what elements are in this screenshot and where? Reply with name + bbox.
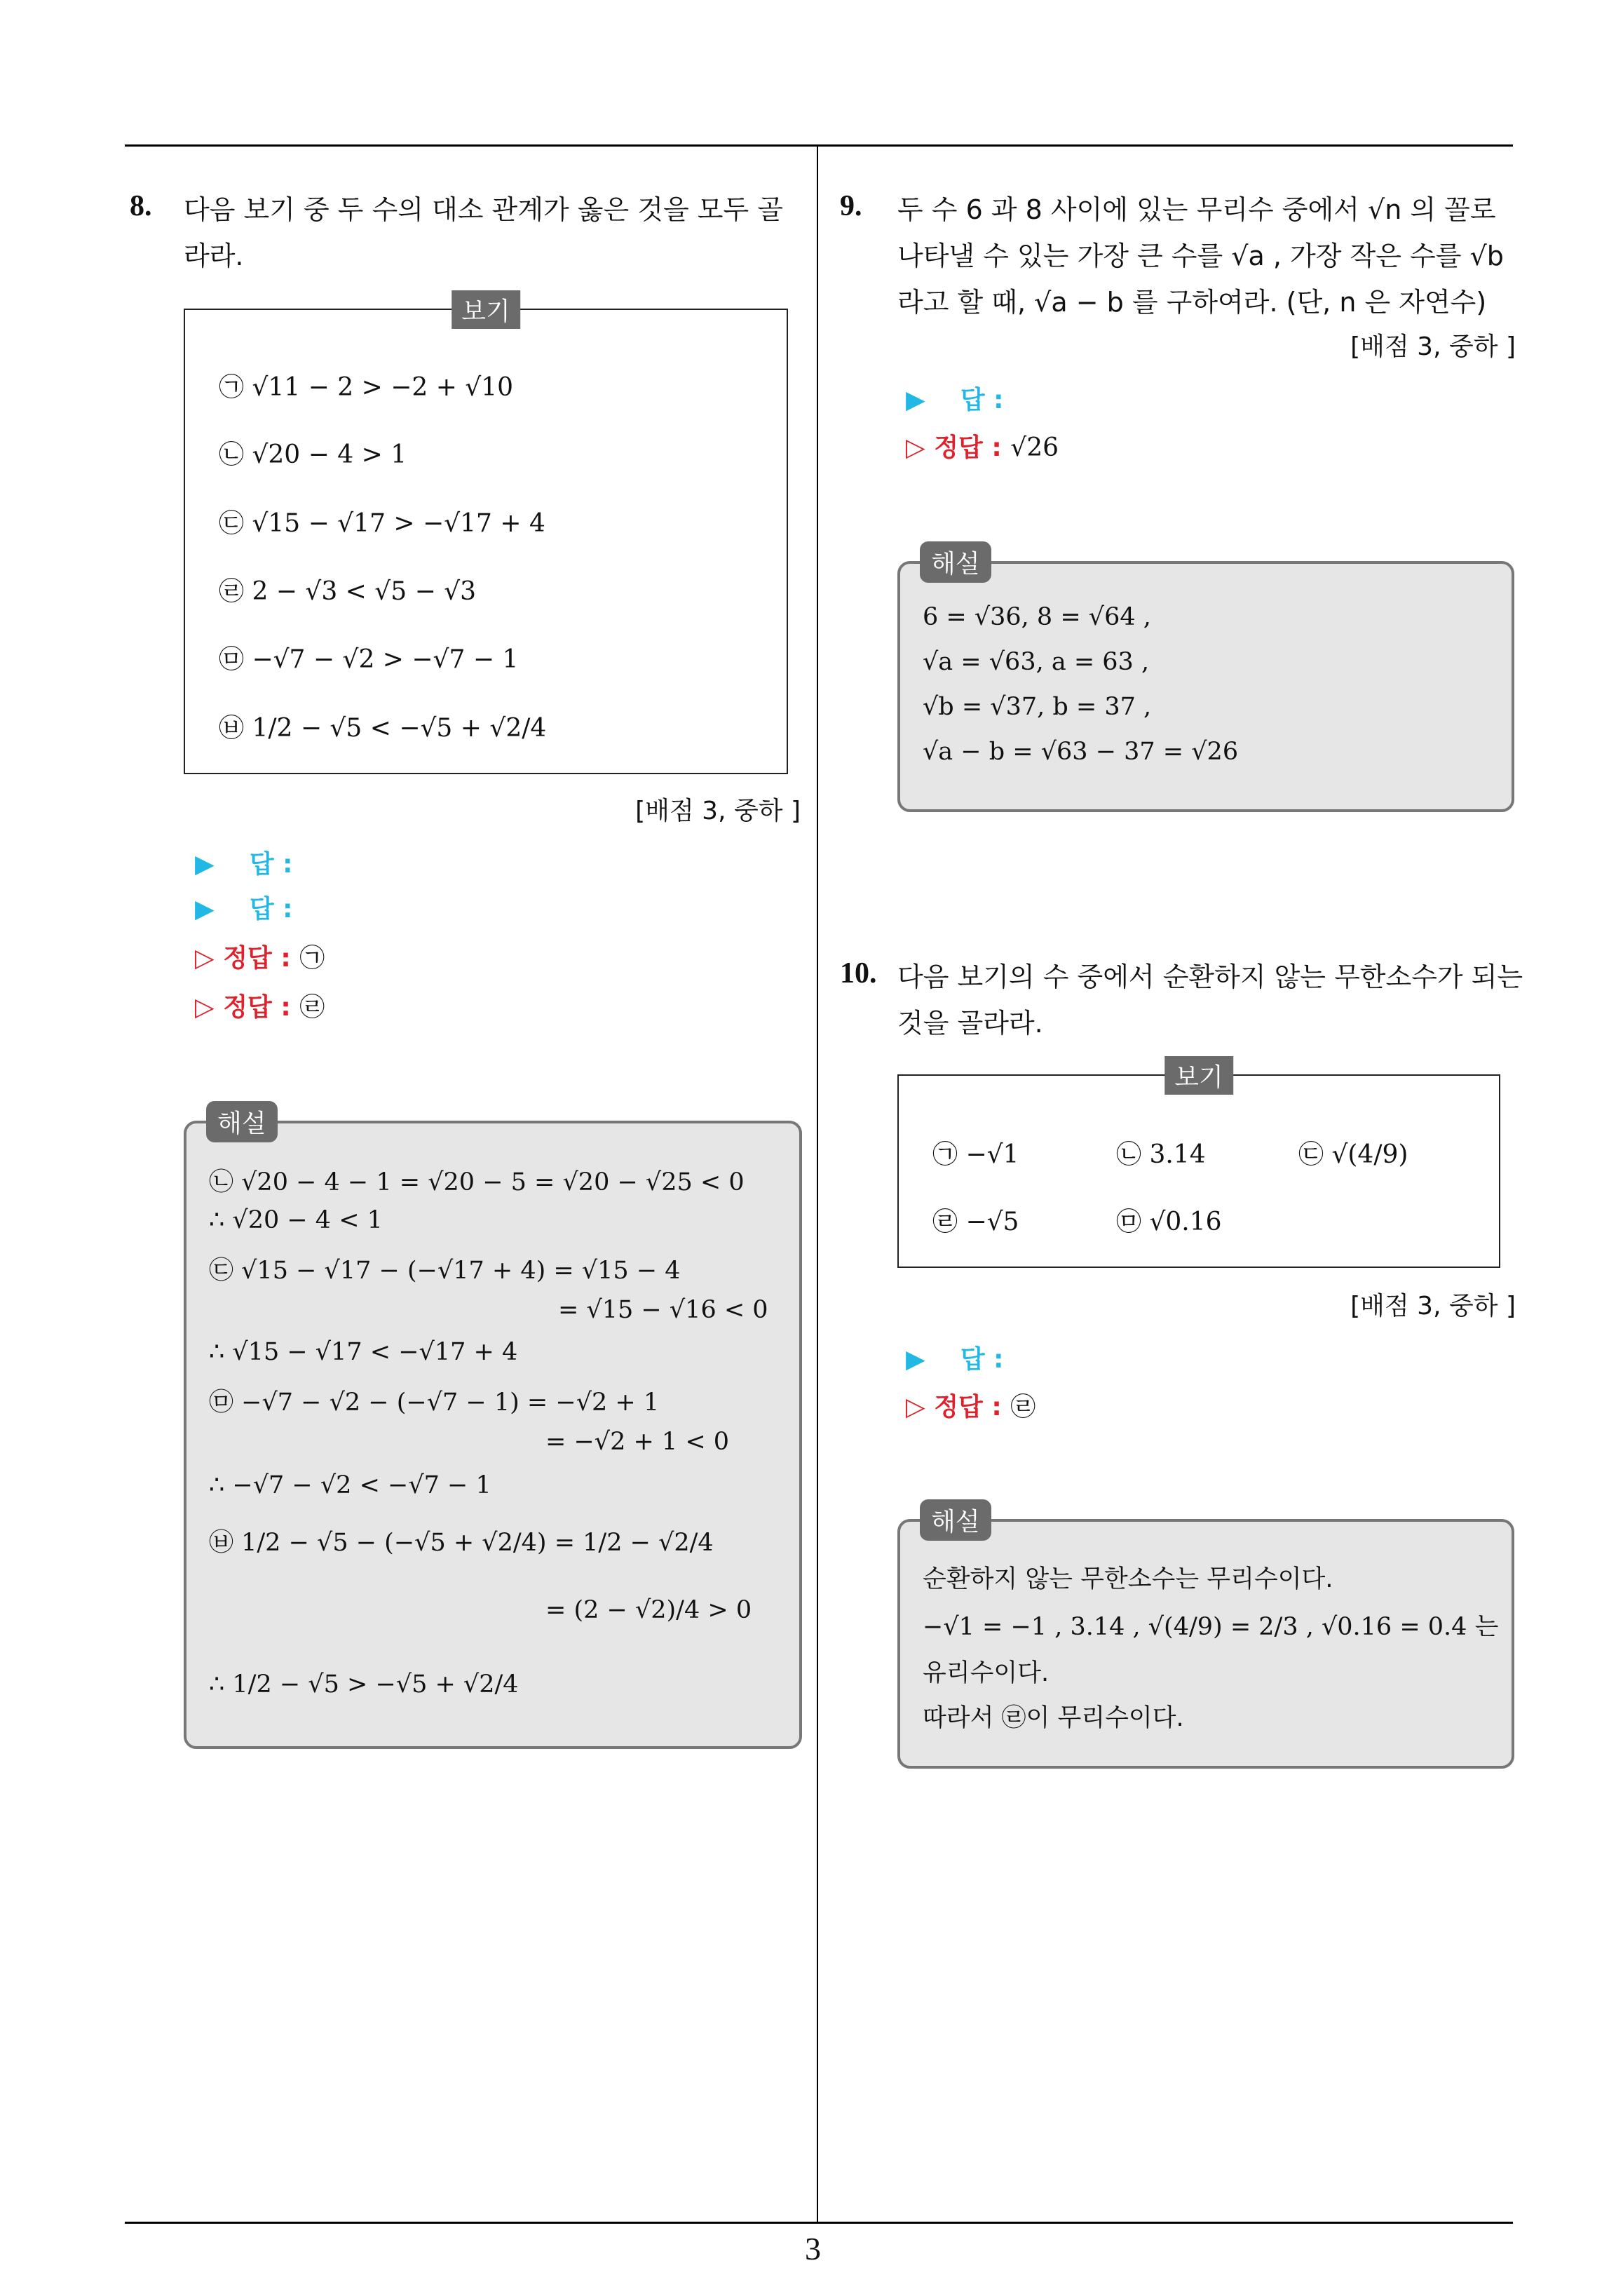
solution-line: −√1 = −1 , 3.14 , √(4/9) = 2/3 , √0.16 = 0.4 는 [923, 1613, 1499, 1641]
outline-play-icon: ▷ [906, 433, 925, 462]
score-meta: [배점 3, 중하 ] [635, 797, 801, 825]
bogi-item: ㉣ −√5 [932, 1208, 1019, 1236]
question-number: 10. [840, 957, 877, 990]
answer-label: 답 : [960, 386, 1004, 414]
solution-line: ㉥ 1/2 − √5 − (−√5 + √2/4) = 1/2 − √2/4 [209, 1529, 714, 1557]
bottom-rule [125, 2222, 1513, 2224]
question-number: 8. [130, 190, 152, 222]
answer-line [195, 889, 293, 925]
bogi-box [897, 1063, 1500, 1268]
solution-line: ㉤ −√7 − √2 − (−√7 − 1) = −√2 + 1 [209, 1389, 660, 1417]
solution-line: 유리수이다. [923, 1659, 1050, 1687]
solution-line: ∴ √15 − √17 < −√17 + 4 [209, 1338, 518, 1366]
solution-line: = (2 − √2)/4 > 0 [545, 1596, 752, 1624]
correct-label: 정답 : [934, 433, 1002, 462]
solution-line: √a = √63, a = 63 , [923, 648, 1150, 676]
solution-label: 해설 [920, 1499, 991, 1541]
correct-label: 정답 : [223, 944, 291, 973]
solution-line: ㉢ √15 − √17 − (−√17 + 4) = √15 − 4 [209, 1257, 681, 1285]
bogi-item: ㉤ −√7 − √2 > −√7 − 1 [219, 645, 519, 674]
question-text: 라고 할 때, √a − b 를 구하여라. (단, n 은 자연수) [897, 287, 1487, 318]
bogi-item: ㉡ 3.14 [1116, 1140, 1206, 1169]
solution-line: 6 = √36, 8 = √64 , [923, 603, 1151, 631]
answer-line [906, 380, 1004, 416]
solution-box [897, 550, 1514, 812]
solution-label: 해설 [920, 541, 991, 583]
solution-box [184, 1109, 802, 1749]
bogi-item: ㉥ 1/2 − √5 < −√5 + √2/4 [219, 714, 547, 743]
bogi-label: 보기 [451, 290, 520, 329]
solution-line: = √15 − √16 < 0 [558, 1296, 768, 1324]
solution-line: √a − b = √63 − 37 = √26 [923, 738, 1239, 766]
bogi-box [184, 297, 788, 774]
outline-play-icon: ▷ [906, 1393, 925, 1422]
score-meta: [배점 3, 중하 ] [1350, 332, 1516, 361]
solution-box [897, 1508, 1514, 1769]
answer-label: 답 : [249, 850, 293, 879]
question-text: 것을 골라라. [897, 1008, 1043, 1039]
correct-value: ㉣ [1010, 1393, 1036, 1422]
answer-line [906, 1339, 1004, 1375]
solution-line: 순환하지 않는 무한소수는 무리수이다. [923, 1565, 1333, 1593]
bogi-item: ㉠ √11 − 2 > −2 + √10 [219, 373, 514, 402]
question-text: 다음 보기의 수 중에서 순환하지 않는 무한소수가 되는 [897, 961, 1523, 992]
solution-line: ∴ √20 − 4 < 1 [209, 1206, 383, 1234]
answer-line [195, 844, 293, 880]
bogi-item: ㉢ √15 − √17 > −√17 + 4 [219, 509, 545, 538]
play-icon: ▶ [195, 850, 215, 879]
correct-value: ㉠ [299, 944, 325, 973]
page-number: 3 [805, 2231, 821, 2267]
solution-line: 따라서 ㉣이 무리수이다. [923, 1704, 1184, 1732]
solution-line: ∴ 1/2 − √5 > −√5 + √2/4 [209, 1670, 519, 1699]
answer-label: 답 : [249, 895, 293, 924]
solution-line: ㉡ √20 − 4 − 1 = √20 − 5 = √20 − √25 < 0 [209, 1168, 745, 1196]
outline-play-icon: ▷ [195, 944, 215, 973]
play-icon: ▶ [906, 386, 925, 414]
solution-label: 해설 [206, 1101, 278, 1142]
correct-value: √26 [1010, 433, 1059, 462]
correct-answer-line [195, 938, 325, 974]
bogi-label: 보기 [1164, 1056, 1233, 1095]
question-text: 다음 보기 중 두 수의 대소 관계가 옳은 것을 모두 골 [184, 194, 783, 225]
column-divider [817, 144, 818, 2223]
solution-line: √b = √37, b = 37 , [923, 693, 1152, 721]
question-number: 9. [840, 190, 862, 222]
bogi-item: ㉠ −√1 [932, 1140, 1019, 1169]
correct-answer-line [906, 428, 1059, 464]
top-rule [125, 144, 1513, 147]
bogi-item: ㉣ 2 − √3 < √5 − √3 [219, 577, 477, 606]
play-icon: ▶ [906, 1345, 925, 1374]
score-meta: [배점 3, 중하 ] [1350, 1292, 1516, 1321]
play-icon: ▶ [195, 895, 215, 924]
question-text: 두 수 6 과 8 사이에 있는 무리수 중에서 √n 의 꼴로 [897, 194, 1496, 225]
bogi-item: ㉡ √20 − 4 > 1 [219, 440, 407, 469]
bogi-item: ㉤ √0.16 [1116, 1208, 1222, 1236]
question-text: 나타낼 수 있는 가장 큰 수를 √a , 가장 작은 수를 √b [897, 241, 1504, 271]
question-text: 라라. [184, 241, 244, 271]
correct-label: 정답 : [223, 993, 291, 1022]
outline-play-icon: ▷ [195, 993, 215, 1022]
solution-line: = −√2 + 1 < 0 [545, 1428, 730, 1456]
solution-line: ∴ −√7 − √2 < −√7 − 1 [209, 1471, 491, 1499]
correct-label: 정답 : [934, 1393, 1002, 1422]
answer-label: 답 : [960, 1345, 1004, 1374]
bogi-item: ㉢ √(4/9) [1298, 1140, 1408, 1169]
correct-answer-line [195, 987, 325, 1023]
correct-value: ㉣ [299, 993, 325, 1022]
correct-answer-line [906, 1387, 1035, 1423]
